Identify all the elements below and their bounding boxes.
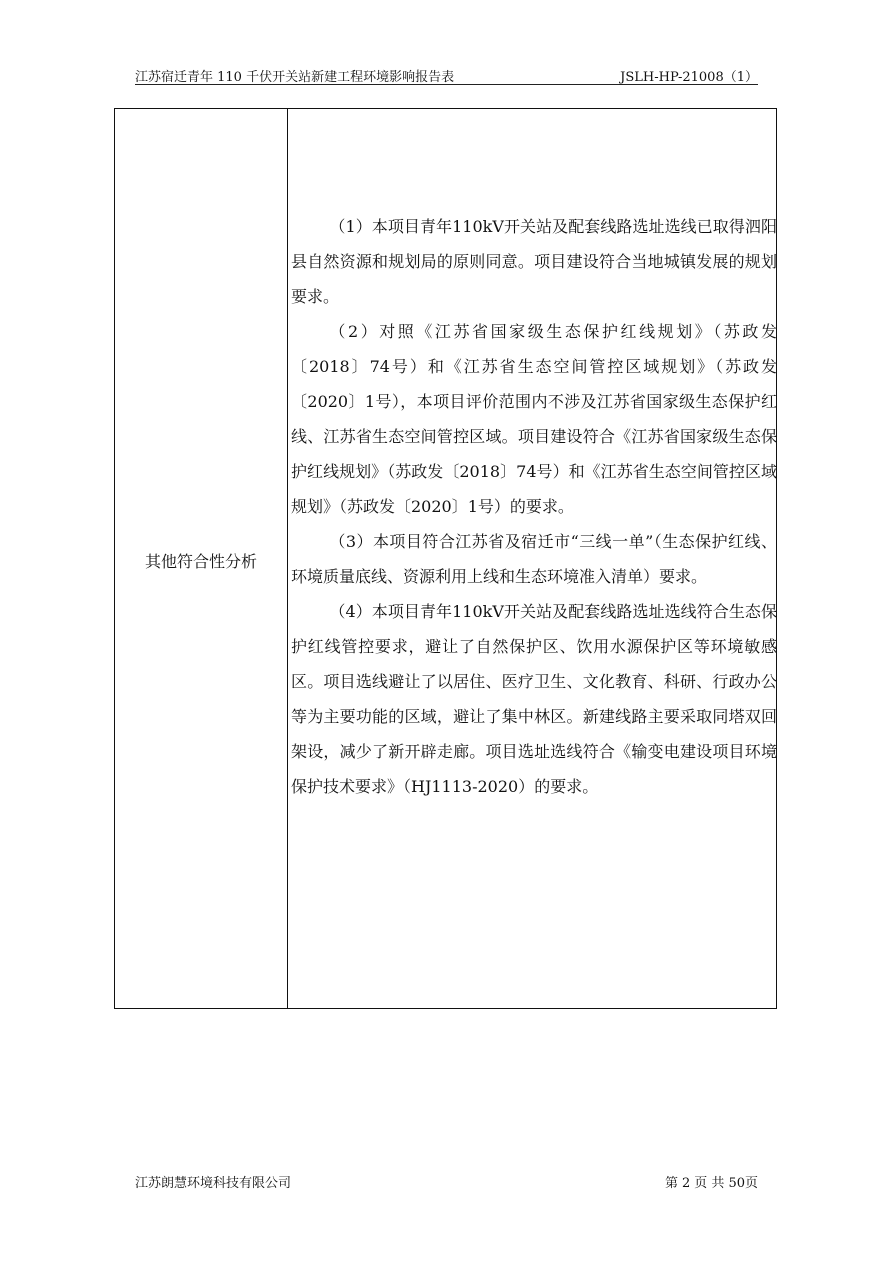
paragraph-3: （3）本项目符合江苏省及宿迁市“三线一单”（生态保护红线、环境质量底线、资源利用上线和生态环境准入清单）要求。 xyxy=(291,532,777,586)
document-code: JSLH-HP-21008（1） xyxy=(620,70,758,85)
report-title: 江苏宿迁青年 110 千伏开关站新建工程环境影响报告表 xyxy=(135,70,455,85)
paragraph-1: （1）本项目青年110kV开关站及配套线路选址选线已取得泗阳县自然资源和规划局的原则同意。项目建设符合当地城镇发展的规划要求。 xyxy=(291,217,777,306)
total-pages: 50 xyxy=(728,1176,745,1191)
row-label: 其他符合性分析 xyxy=(144,552,257,571)
page-mid: 页 共 xyxy=(694,1176,725,1191)
page-header xyxy=(135,64,758,85)
page-indicator xyxy=(661,1172,758,1191)
column-divider xyxy=(287,109,288,1008)
page-number: 2 xyxy=(682,1176,691,1191)
paragraph-2: （2）对照《江苏省国家级生态保护红线规划》（苏政发〔2018〕74号）和《江苏省生态空间管控区域规划》（苏政发〔2020〕1号），本项目评价范围内不涉及江苏省国家级生态保护红线、江苏省生态空间管控区域。项目建设符合《江苏省国家级生态保护红线规划》（苏政发〔2018〕74号）和《江苏省生态空间管控区域规划》（苏政发〔2020〕1号）的要求。 xyxy=(291,322,777,516)
page-prefix: 第 xyxy=(665,1176,679,1191)
company-name: 江苏朗慧环境科技有限公司 xyxy=(135,1176,292,1191)
page-suffix: 页 xyxy=(744,1176,758,1191)
analysis-table xyxy=(114,108,777,1009)
analysis-content xyxy=(291,209,777,804)
paragraph-4: （4）本项目青年110kV开关站及配套线路选址选线符合生态保护红线管控要求，避让了自然保护区、饮用水源保护区等环境敏感区。项目选线避让了以居住、医疗卫生、文化教育、科研、行政办公等为主要功能的区域，避让了集中林区。新建线路主要采取同塔双回架设，减少了新开辟走廊。项目选址选线符合《输变电建设项目环境保护技术要求》（HJ1113-2020）的要求。 xyxy=(291,602,777,796)
